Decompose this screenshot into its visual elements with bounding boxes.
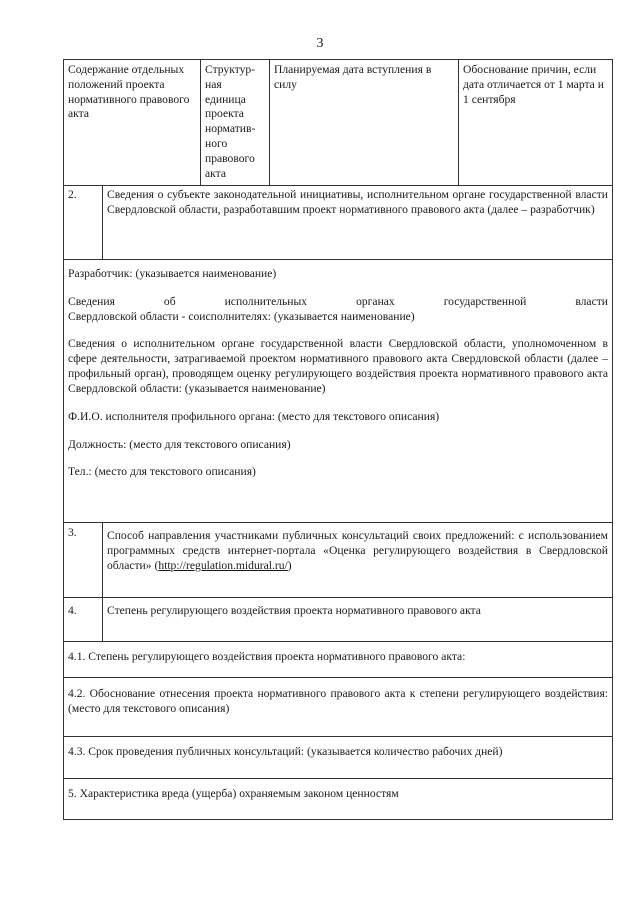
header-col-structural-unit: Структур-ная единица проекта норматив-ного правового акта bbox=[201, 60, 270, 186]
profile-organ-field: Сведения о исполнительном органе государственной власти Свердловской области, уполномоченном в сфере деятельности, затрагиваемой проектом нормативного правового акта Свердловской области (далее – профильный орган), проводящем оценку регулирующего воздействия проекта нормативного правового акта Свердловской области: (указывается наименование) bbox=[68, 337, 608, 395]
section-3-row bbox=[63, 523, 613, 598]
page-number: 3 bbox=[316, 36, 324, 51]
row-4-3: 4.3. Срок проведения публичных консультаций: (указывается количество рабочих дней) bbox=[63, 737, 613, 779]
header-col-effective-date: Планируемая дата вступления в силу bbox=[270, 60, 459, 186]
section-3-text bbox=[103, 523, 613, 598]
section-4-row bbox=[63, 597, 613, 642]
section-3-number: 3. bbox=[64, 523, 103, 598]
row-4-2: 4.2. Обоснование отнесения проекта нормативного правового акта к степени регулирующего воздействия: (место для текстового описания) bbox=[63, 678, 613, 737]
regulation-portal-link[interactable]: http://regulation.midural.ru/ bbox=[158, 558, 288, 572]
phone-field: Тел.: (место для текстового описания) bbox=[68, 465, 256, 479]
coexecutors-field-line2: Свердловской области - соисполнителях: (указывается наименование) bbox=[68, 309, 415, 323]
header-col-content: Содержание отдельных положений проекта нормативного правового акта bbox=[64, 60, 201, 186]
section-2-number: 2. bbox=[64, 185, 103, 260]
header-table bbox=[63, 59, 613, 186]
row-4-1: 4.1. Степень регулирующего воздействия проекта нормативного правового акта: bbox=[63, 642, 613, 678]
developer-field: Разработчик: (указывается наименование) bbox=[68, 267, 277, 280]
header-col-justification: Обоснование причин, если дата отличается от 1 марта и 1 сентября bbox=[459, 60, 613, 186]
position-field: Должность: (место для текстового описания) bbox=[68, 437, 291, 451]
coexecutors-field-line1: Сведения об исполнительных органах государственной власти bbox=[68, 294, 608, 308]
section-2-title: Сведения о субъекте законодательной инициативы, исполнительном органе государственной власти Свердловской области, разработавшим проект нормативного правового акта (далее – разработчик) bbox=[103, 185, 613, 260]
section-3-text-end: ) bbox=[287, 558, 292, 572]
section-3-body: Способ направления участниками публичных консультаций своих предложений: с использованием программных средств интернет-портала «Оценка регулирующего воздействия в Свердловской области» ( bbox=[107, 529, 608, 572]
executor-name-field: Ф.И.О. исполнителя профильного органа: (место для текстового описания) bbox=[68, 409, 440, 423]
developer-block bbox=[63, 259, 613, 523]
section-4-title: Степень регулирующего воздействия проекта нормативного правового акта bbox=[103, 597, 613, 642]
section-2-row bbox=[63, 185, 613, 260]
section-4-number: 4. bbox=[64, 597, 103, 642]
row-5: 5. Характеристика вреда (ущерба) охраняемым законом ценностям bbox=[63, 779, 613, 820]
